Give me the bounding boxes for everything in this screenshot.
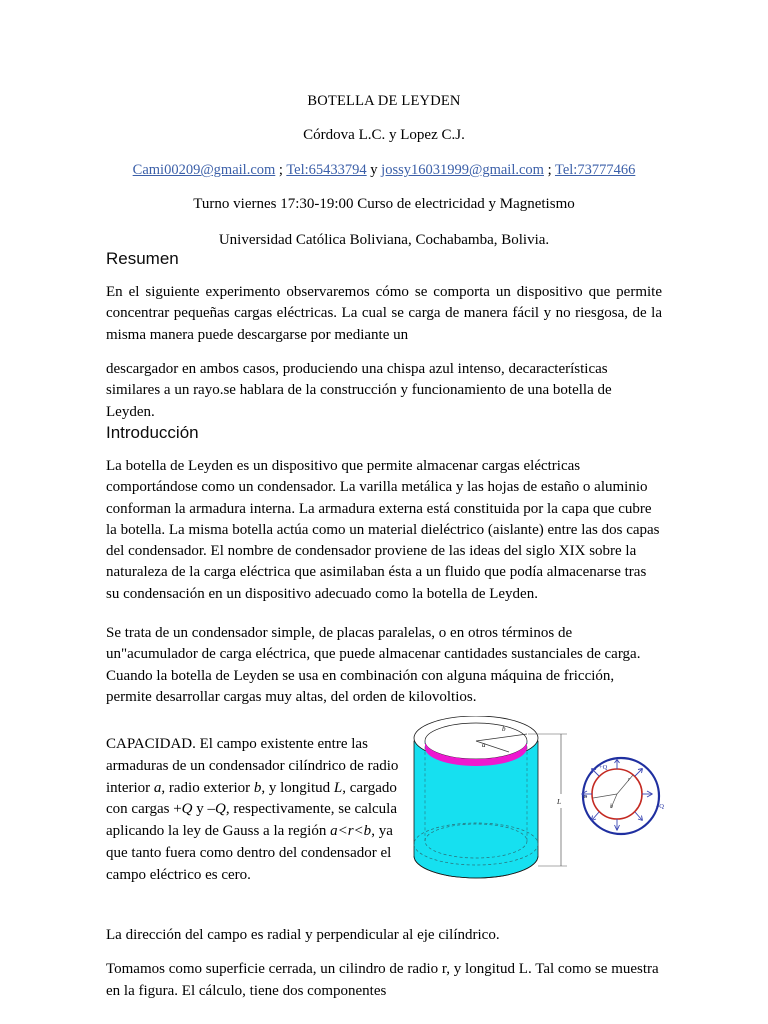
- page-title: BOTELLA DE LEYDEN: [307, 93, 461, 109]
- contact-separator-1: ;: [275, 162, 287, 179]
- email-link-1[interactable]: Cami00209@gmail.com: [132, 162, 276, 179]
- resumen-paragraph-2: descargador en ambos casos, produciendo una chispa azul intenso, decaracterísticas similares a un rayo.se hablara de la construcción y funcionamiento de una botella de Leyden.: [106, 361, 612, 420]
- capacidad-paragraph: [106, 734, 406, 886]
- cross-section-label-positive-charge: +Q: [599, 764, 608, 772]
- capacidad-var-region: a<r<b: [330, 823, 372, 840]
- capacidad-var-a: a: [153, 779, 162, 796]
- field-arrow-e-head-u: [647, 791, 653, 794]
- phone-link-1[interactable]: Tel:65433794: [286, 162, 367, 179]
- radius-line-a: [593, 794, 617, 798]
- cross-section-label-r: r: [628, 777, 631, 784]
- field-arrow-ne: [635, 769, 642, 776]
- heading-resumen: Resumen: [106, 249, 179, 269]
- cross-section-label-negative-charge: –Q: [656, 803, 664, 811]
- heading-introduccion: Introducción: [106, 422, 199, 442]
- authors-line: Córdova L.C. y Lopez C.J.: [303, 127, 465, 144]
- capacidad-text-7: , ya que tanto fuera como dentro del condensador el campo eléctrico es cero.: [106, 823, 393, 883]
- email-link-2[interactable]: jossy16031999@gmail.com: [381, 162, 544, 179]
- cylinder-diagram: [414, 716, 567, 878]
- cylinder-label-a: a: [482, 741, 486, 750]
- capacidad-text-column: [106, 734, 406, 886]
- cross-section-diagram: [582, 758, 665, 834]
- resumen-paragraph-1: En el siguiente experimento observaremos cómo se comporta un dispositivo que permite concentrar pequeñas cargas eléctricas. La cual se carga de manera fácil y no riesgosa, de la misma manera puede descargarse por mediante un: [106, 284, 662, 343]
- course-line: Turno viernes 17:30-19:00 Curso de electricidad y Magnetismo: [193, 196, 575, 213]
- capacidad-text-2: , radio exterior: [161, 779, 254, 796]
- cross-section-label-b: b: [610, 804, 613, 811]
- closing-paragraph-1: La dirección del campo es radial y perpendicular al eje cilíndrico.: [106, 927, 500, 944]
- capacidad-figure-block: [106, 725, 664, 912]
- capacidad-text-5: y –: [192, 801, 215, 818]
- capacidad-text-6: , respectivamente, se calcula aplicando la ley de Gauss a la región: [106, 801, 398, 840]
- contact-conjunction: y: [366, 162, 382, 179]
- capacidad-var-q-negative: Q: [215, 801, 226, 818]
- phone-link-2[interactable]: Tel:73777466: [554, 162, 636, 179]
- capacidad-var-l: L: [333, 779, 343, 796]
- capacidad-text-1: El campo existente entre las armaduras de un condensador cilíndrico de radio interior: [106, 736, 399, 796]
- capacitor-figure: [406, 716, 676, 896]
- capacidad-var-q-positive: Q: [181, 801, 193, 818]
- document-content: [106, 0, 662, 1002]
- cross-section-radius-lines: [593, 775, 633, 811]
- field-arrow-e-head-d: [647, 794, 653, 797]
- affiliation-line: Universidad Católica Boliviana, Cochabamba, Bolivia.: [218, 232, 550, 249]
- capacidad-text-3: , y longitud: [261, 779, 334, 796]
- field-arrow-nw: [592, 769, 599, 776]
- capacidad-text-4: , cargado con cargas +: [106, 779, 397, 818]
- capacidad-var-b: b: [253, 779, 262, 796]
- introduccion-paragraph-2: Se trata de un condensador simple, de placas paralelas, o en otros términos de un"acumulador de carga eléctrica, que puede almacenar cantidades sustanciales de carga. Cuando la botella de Leyden se usa en combinación con alguna máquina de fricción, permite desarrollar cargas muy altas, del orden de kilovoltios.: [106, 624, 641, 705]
- contact-line: [106, 162, 662, 179]
- closing-paragraph-2: Tomamos como superficie cerrada, un cilindro de radio r, y longitud L. Tal como se muestra en la figura. El cálculo, tiene dos componentes: [106, 961, 659, 999]
- cylinder-label-b: b: [502, 725, 506, 734]
- cylinder-label-length: L: [557, 797, 562, 807]
- cross-section-label-a: a: [584, 794, 587, 801]
- radius-line-r: [617, 775, 633, 794]
- capacitor-figure-svg: [406, 716, 676, 896]
- capacidad-lead-label: CAPACIDAD.: [106, 736, 196, 753]
- introduccion-paragraph-1: La botella de Leyden es un dispositivo que permite almacenar cargas eléctricas comportándose como un condensador. La varilla metálica y las hojas de estaño o aluminio conforman la armadura interna. La armadura externa está constituida por la capa que cubre la botella. La misma botella actúa como un material dieléctrico (aislante) entre las dos capas del condensador. El nombre de condensador proviene de las ideas del siglo XIX sobre la naturaleza de la carga eléctrica que asimilaban ésta a un fluido que podía almacenarse tras su condensación en un dispositivo adecuado como la botella de Leyden.: [106, 457, 660, 602]
- contact-separator-2: ;: [543, 162, 555, 179]
